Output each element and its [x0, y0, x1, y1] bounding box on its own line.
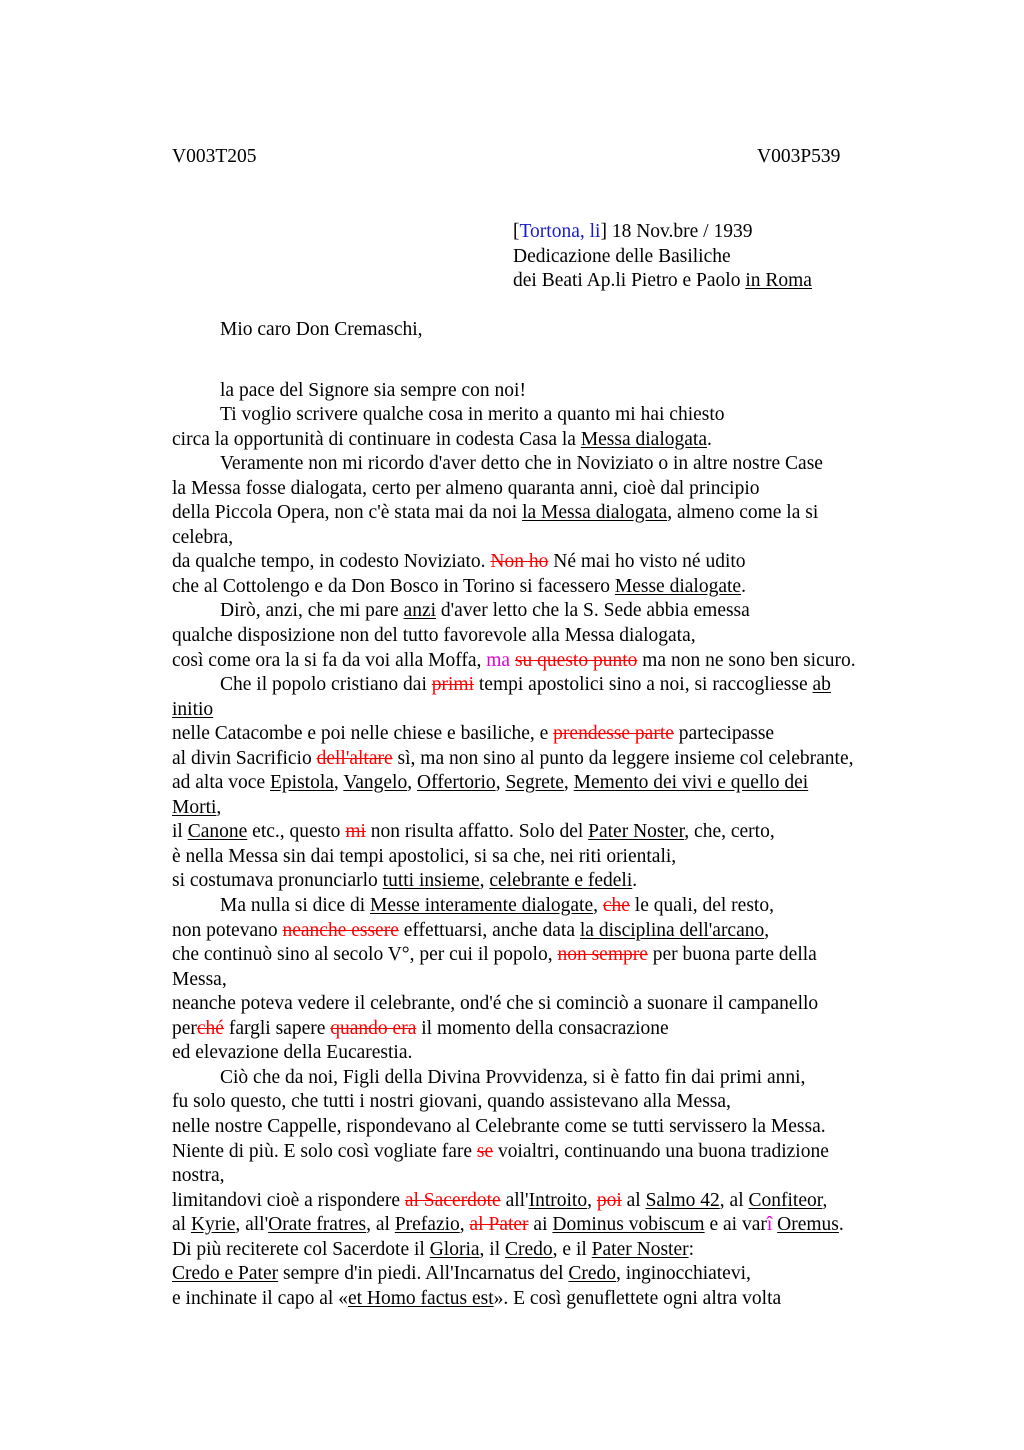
text-line: celebra, [172, 526, 234, 548]
text-line: Ciò che da noi, Figli della Divina Provvidenza, si è fatto fin dai primi anni, [220, 1066, 806, 1088]
deleted-text: dell'altare [316, 747, 393, 769]
text-line: neanche poteva vedere il celebrante, ond'é che si cominciò a suonare il campanello [172, 993, 819, 1015]
place: Tortona, li [519, 221, 601, 242]
text-line: e inchinate il capo al «et Homo factus est». E così genuflettete ogni altra volta [172, 1287, 782, 1309]
text-line: circa la opportunità di continuare in codesta Casa la Messa dialogata. [172, 428, 712, 450]
deleted-text: Non ho [490, 551, 549, 573]
deleted-text: ché [196, 1017, 224, 1039]
text-line: limitandovi cioè a rispondere al Sacerdote all'Introito, poi al Salmo 42, al Confiteor, [172, 1189, 828, 1211]
text-line: Di più reciterete col Sacerdote il Gloria, il Credo, e il Pater Noster: [172, 1238, 695, 1260]
text-line: ad alta voce Epistola, Vangelo, Offertorio, Segrete, Memento dei vivi e quello dei [172, 772, 809, 794]
text-line: Ti voglio scrivere qualche cosa in merito a quanto mi hai chiesto [220, 404, 725, 426]
deleted-text: prendesse parte [553, 723, 674, 745]
text-line: nostra, [172, 1165, 225, 1187]
archive-code-right: V003P539 [757, 146, 841, 167]
text-line: qualche disposizione non del tutto favorevole alla Messa dialogata, [172, 625, 696, 647]
inserted-text: ma [486, 649, 511, 671]
salutation: Mio caro Don Cremaschi, [220, 319, 423, 340]
deleted-text: che [602, 895, 630, 917]
text-line: si costumava pronunciarlo tutti insieme, celebrante e fedeli. [172, 870, 638, 892]
text-line: non potevano neanche essere effettuarsi, anche data la disciplina dell'arcano, [172, 919, 770, 941]
text-line: fu solo questo, che tutti i nostri giovani, quando assistevano alla Messa, [172, 1091, 731, 1113]
letter-body [172, 318, 912, 1311]
text-line: Ma nulla si dice di Messe interamente dialogate, che le quali, del resto, [220, 895, 774, 917]
deleted-text: poi [596, 1189, 622, 1211]
inserted-text: î [766, 1214, 773, 1236]
text-line: da qualche tempo, in codesto Noviziato. Non ho Né mai ho visto né udito [172, 551, 746, 573]
text-line: initio [172, 698, 214, 720]
text-line: Dirò, anzi, che mi pare anzi d'aver letto che la S. Sede abbia emessa [220, 600, 750, 622]
text-line: la pace del Signore sia sempre con noi! [220, 379, 526, 401]
text-line: Che il popolo cristiano dai primi tempi apostolici sino a noi, si raccogliesse ab [220, 674, 831, 696]
text-line: della Piccola Opera, non c'è stata mai da noi la Messa dialogata, almeno come la si [172, 502, 819, 524]
text-line: così come ora la si fa da voi alla Moffa, ma su questo punto ma non ne sono ben sicuro. [172, 649, 856, 671]
date: ] 18 Nov.bre / 1939 [600, 221, 753, 242]
text-line: che continuò sino al secolo V°, per cui il popolo, non sempre per buona parte della [172, 944, 817, 966]
place-date-line: [Tortona, li] 18 Nov.bre / 1939 [513, 221, 753, 242]
deleted-text: primi [431, 674, 475, 696]
text-line: Morti, [172, 796, 222, 818]
text-line: Messa, [172, 968, 227, 990]
archive-code-left: V003T205 [172, 146, 257, 167]
deleted-text: quando era [330, 1017, 417, 1039]
text-line: che al Cottolengo e da Don Bosco in Torino si facessero Messe dialogate. [172, 575, 746, 597]
text-line: Niente di più. E solo così vogliate fare se voialtri, continuando una buona tradizione [172, 1140, 829, 1162]
text-line: il Canone etc., questo mi non risulta affatto. Solo del Pater Noster, che, certo, [172, 821, 775, 843]
text-line: al Kyrie, all'Orate fratres, al Prefazio, al Pater ai Dominus vobiscum e ai varî Oremus. [172, 1214, 844, 1236]
text-line: nelle nostre Cappelle, rispondevano al Celebrante come se tutti servissero la Messa. [172, 1115, 826, 1137]
deleted-text: mi [345, 821, 366, 843]
text-line: la Messa fosse dialogata, certo per almeno quaranta anni, cioè dal principio [172, 477, 760, 499]
letter-header [513, 220, 812, 294]
deleted-text: al Sacerdote [404, 1189, 501, 1211]
text-line: nelle Catacombe e poi nelle chiese e basiliche, e prendesse parte partecipasse [172, 723, 775, 745]
text-line: al divin Sacrificio dell'altare sì, ma non sino al punto da leggere insieme col celebrante, [172, 747, 854, 769]
deleted-text: al Pater [469, 1214, 529, 1236]
text-line: perché fargli sapere quando era il momento della consacrazione [172, 1017, 669, 1039]
text-line: Veramente non mi ricordo d'aver detto che in Noviziato o in altre nostre Case [220, 453, 823, 475]
deleted-text: se [476, 1140, 494, 1162]
occasion-line: Dedicazione delle Basiliche [513, 245, 731, 267]
deleted-text: neanche essere [282, 919, 399, 941]
occasion-line-2: dei Beati Ap.li Pietro e Paolo in Roma [513, 270, 812, 291]
text-line: è nella Messa sin dai tempi apostolici, si sa che, nei riti orientali, [172, 845, 677, 867]
deleted-text: su questo punto [514, 649, 638, 671]
text-line: Credo e Pater sempre d'in piedi. All'Incarnatus del Credo, inginocchiatevi, [172, 1263, 751, 1285]
text-line: ed elevazione della Eucarestia. [172, 1042, 413, 1064]
deleted-text: non sempre [557, 944, 648, 966]
